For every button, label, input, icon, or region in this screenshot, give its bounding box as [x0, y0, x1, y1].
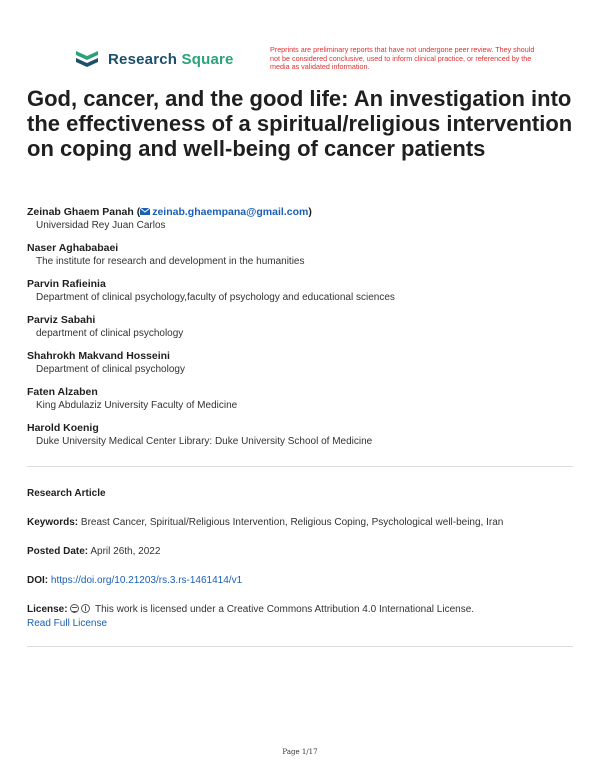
- brand-name: Research Square: [108, 50, 234, 68]
- creative-commons-icon: [70, 604, 79, 613]
- research-square-logo-icon: [74, 48, 100, 70]
- author-name: Zeinab Ghaem Panah: [27, 206, 134, 218]
- author-email-link[interactable]: zeinab.ghaempana@gmail.com: [152, 206, 309, 218]
- author-affiliation: The institute for research and development in the humanities: [36, 256, 305, 267]
- author-entry: [27, 422, 575, 458]
- author-name: Harold Koenig: [27, 422, 99, 434]
- keywords-value: Breast Cancer, Spiritual/Religious Intervention, Religious Coping, Psychological well-being, Iran: [80, 517, 504, 528]
- author-entry: [27, 350, 575, 386]
- author-affiliation: King Abdulaziz University Faculty of Medicine: [36, 400, 238, 411]
- author-entry: [27, 242, 575, 278]
- author-entry: Zeinab Ghaem Panah ( zeinab.ghaempana@gmail.com) Universidad Rey Juan Carlos: [27, 206, 575, 242]
- envelope-icon: [140, 208, 150, 215]
- author-name: Parvin Rafieinia: [27, 278, 106, 290]
- doi-label: DOI:: [27, 575, 49, 586]
- author-list: [27, 206, 575, 458]
- read-full-license-link[interactable]: Read Full License: [27, 618, 108, 629]
- doi-link[interactable]: https://doi.org/10.21203/rs.3.rs-1461414/v1: [50, 575, 243, 586]
- author-affiliation: department of clinical psychology: [36, 328, 184, 339]
- section-divider: [27, 466, 573, 467]
- posted-date: [27, 545, 575, 559]
- keywords-label: Keywords:: [27, 517, 79, 528]
- author-entry: [27, 278, 575, 314]
- author-affiliation: Department of clinical psychology,faculty of psychology and educational sciences: [36, 292, 395, 303]
- author-entry: [27, 314, 575, 350]
- preprint-disclaimer: Preprints are preliminary reports that have not undergone peer review. They should not be considered conclusive, used to inform clinical practice, or referenced by the media as validated information.: [270, 45, 535, 72]
- license-text: This work is licensed under a Creative Commons Attribution 4.0 International License.: [94, 604, 475, 615]
- page-number: Page 1/17: [282, 748, 318, 756]
- author-name: Naser Aghababaei: [27, 242, 119, 254]
- posted-date-label: Posted Date:: [27, 546, 89, 557]
- header: [74, 46, 534, 76]
- section-divider: [27, 646, 573, 647]
- author-name: Shahrokh Makvand Hosseini: [27, 350, 170, 362]
- author-name: Parviz Sabahi: [27, 314, 96, 326]
- research-square-logo[interactable]: [74, 48, 234, 70]
- posted-date-value: April 26th, 2022: [90, 546, 161, 557]
- paper-title: God, cancer, and the good life: An investigation into the effectiveness of a spiritual/religious intervention on coping and well-being of cancer patients: [27, 86, 573, 161]
- license: [27, 603, 575, 631]
- author-affiliation: Department of clinical psychology: [36, 364, 185, 375]
- license-label: License:: [27, 604, 68, 615]
- article-type: [27, 487, 575, 501]
- attribution-icon: [81, 604, 90, 613]
- author-affiliation: Universidad Rey Juan Carlos: [36, 220, 166, 231]
- author-entry: [27, 386, 575, 422]
- keywords: [27, 516, 575, 530]
- doi: [27, 574, 575, 588]
- article-type-label: Research Article: [27, 488, 106, 499]
- author-affiliation: Duke University Medical Center Library: Duke University School of Medicine: [36, 436, 373, 447]
- author-name: Faten Alzaben: [27, 386, 98, 398]
